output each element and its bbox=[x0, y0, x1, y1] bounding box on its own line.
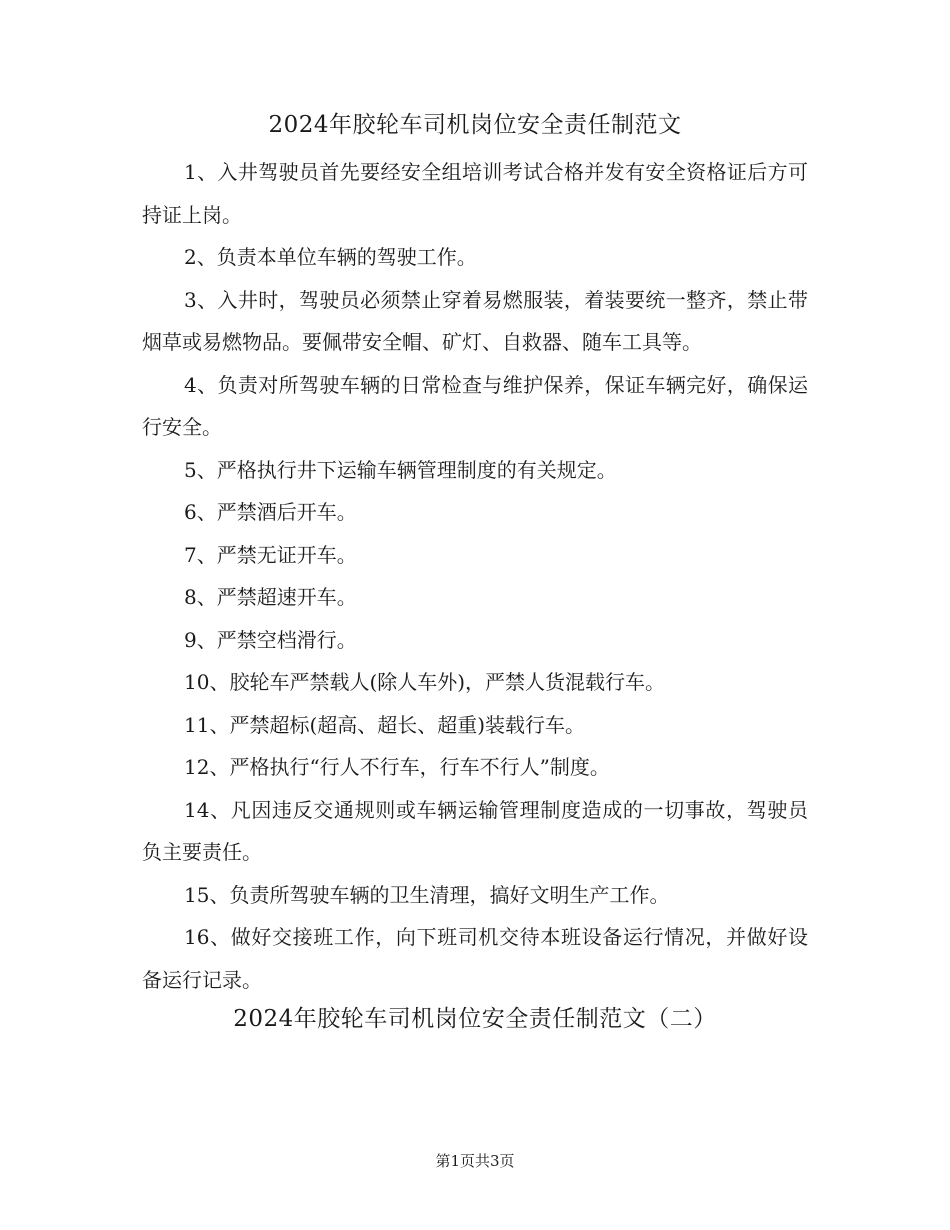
paragraph-1: 1、入井驾驶员首先要经安全组培训考试合格并发有安全资格证后方可持证上岗。 bbox=[142, 160, 808, 227]
paragraph-5: 5、严格执行井下运输车辆管理制度的有关规定。 bbox=[184, 457, 617, 482]
page-number: 第1页共3页 bbox=[435, 1152, 515, 1170]
paragraph-9: 9、严禁空档滑行。 bbox=[184, 627, 357, 652]
document-title: 2024年胶轮车司机岗位安全责任制范文 bbox=[268, 112, 682, 138]
paragraph-14: 14、凡因违反交通规则或车辆运输管理制度造成的一切事故，驾驶员负主要责任。 bbox=[142, 797, 808, 864]
paragraph-16: 16、做好交接班工作，向下班司机交待本班设备运行情况，并做好设备运行记录。 bbox=[142, 925, 808, 992]
paragraph-3: 3、入井时，驾驶员必须禁止穿着易燃服装，着装要统一整齐，禁止带烟草或易燃物品。要佩带安全帽、矿灯、自救器、随车工具等。 bbox=[142, 287, 808, 354]
document-body bbox=[142, 151, 808, 1001]
paragraph-2: 2、负责本单位车辆的驾驶工作。 bbox=[184, 245, 477, 269]
paragraph-12: 12、严格执行“行人不行车，行车不行人”制度。 bbox=[184, 755, 610, 779]
paragraph-10: 10、胶轮车严禁载人(除人车外)，严禁人货混载行车。 bbox=[184, 670, 666, 694]
paragraph-15: 15、负责所驾驶车辆的卫生清理，搞好文明生产工作。 bbox=[184, 882, 670, 907]
paragraph-7: 7、严禁无证开车。 bbox=[184, 542, 357, 567]
paragraph-11: 11、严禁超标(超高、超长、超重)装载行车。 bbox=[184, 712, 586, 737]
paragraph-4: 4、负责对所驾驶车辆的日常检查与维护保养，保证车辆完好，确保运行安全。 bbox=[142, 372, 808, 439]
second-section-title: 2024年胶轮车司机岗位安全责任制范文（二） bbox=[233, 1006, 717, 1032]
paragraph-6: 6、严禁酒后开车。 bbox=[184, 500, 357, 524]
paragraph-8: 8、严禁超速开车。 bbox=[184, 585, 357, 609]
